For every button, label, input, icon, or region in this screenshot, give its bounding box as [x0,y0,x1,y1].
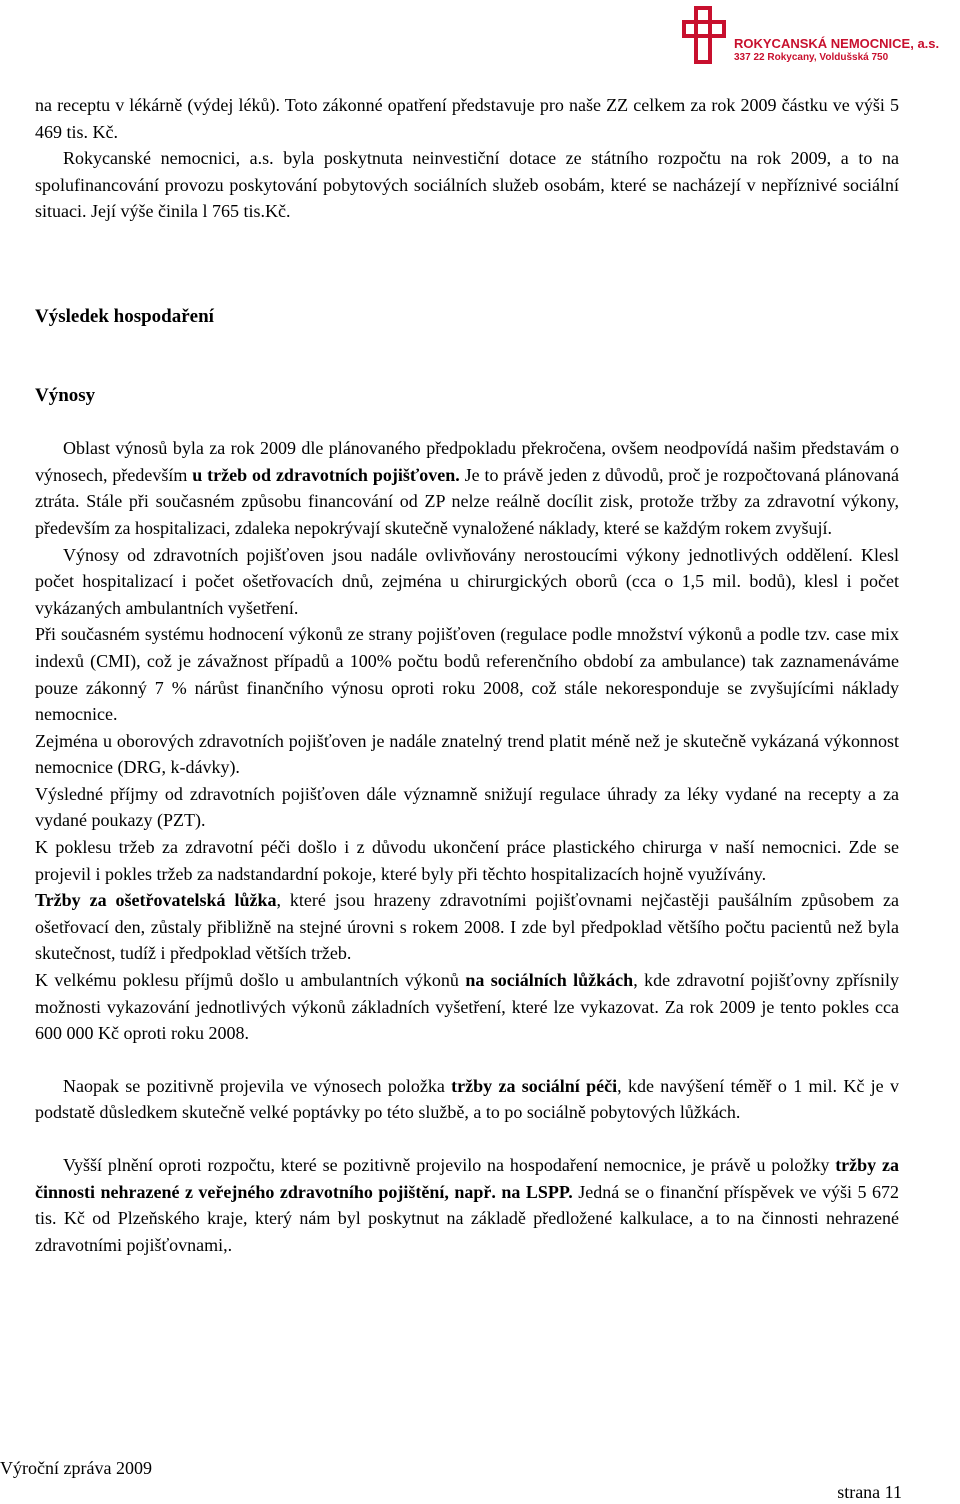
logo-hospital-name: ROKYCANSKÁ NEMOCNICE, a.s. [734,36,940,51]
paragraph-text: , kde zdravotní pojišťovny zpřísnily možnosti vykazování jednotlivých výkonů základních vyšetření, které lze vykazovat. Za rok 2009 je tento pokles cca 600 000 Kč oproti roku 2008. [35,970,900,1044]
paragraph [35,967,899,1047]
paragraph: Zejména u oborových zdravotních pojišťoven je nadále znatelný trend platit méně než je skutečně vykázaná výkonnost nemocnice (DRG, k-dávky). [35,730,899,778]
paragraph-text: K velkému poklesu příjmů došlo u ambulantních výkonů [35,970,459,991]
paragraph-text: Naopak se pozitivně projevila ve výnosech položka [63,1075,445,1096]
bold-text: tržby za činnosti nehrazené z veřejného zdravotního pojištění, např. na LSPP. [35,1155,899,1202]
paragraph-text: Jedná se o finanční příspěvek ve výši 5 672 tis. Kč od Plzeňského kraje, který nám byl poskytnut na základě předložené kalkulace, a to na činnosti nehrazené zdravotními pojišťovnami,. [35,1181,899,1255]
page-number: strana 11 [837,1482,902,1502]
paragraph: Výsledné příjmy od zdravotních pojišťoven dále významně snižují regulace úhrady za léky vydané na recepty a za vydané poukazy (PZT). [35,783,899,831]
bold-text: na sociálních lůžkách [465,970,634,991]
paragraph [35,145,899,225]
logo-hospital-address: 337 22 Rokycany, Voldušská 750 [734,52,889,63]
paragraph [35,887,899,967]
paragraph-text: Stále při současném způsobu financování od ZP nelze reálně docílit zisk, protože tržby za zdravotní výkony, především za hospitalizaci, zdaleka nepokrývají skutečně vynaložené náklady, které se každým rokem zvyšují. [35,491,899,538]
paragraph [35,1073,899,1126]
paragraph: K poklesu tržeb za zdravotní péči došlo i z důvodu ukončení práce plastického chirurga v naší nemocnici. Zde se projevil i pokles tržeb za nadstandardní pokoje, které byly při těchto hospitalizacích hojně využívány. [35,837,899,884]
paragraph-text: Je to právě jeden z důvodů, proč je rozpočtovaná plánovaná ztráta. [35,464,899,512]
paragraph-text: Klesl počet hospitalizací i počet ošetřovacích dnů, zejména u chirurgických oborů (cca o 1,5 mil. bodů), klesl i počet vykázaných ambulantních vyšetření. [35,544,899,618]
hospital-logo [682,6,954,64]
paragraph [35,542,899,622]
paragraph: na receptu v lékárně (výdej léků). Toto zákonné opatření představuje pro naše ZZ celkem za rok 2009 částku ve výši 5 469 tis. Kč. [35,95,899,142]
paragraph: Při současném systému hodnocení výkonů ze strany pojišťoven (regulace podle množství výkonů a podle tzv. case mix indexů (CMI), což je závažnost případů a 100% počtu bodů referenčního období za ambulance) tak zaznamenáváme pouze zákonný 7 % nárůst finančního výnosu oproti roku 2008, což stále nekoresponduje se zvyšujícími náklady nemocnice. [35,624,899,725]
paragraph-text: Výnosy od zdravotních pojišťoven jsou nadále ovlivňovány nerostoucími výkony jednotlivých oddělení. [63,544,853,565]
bold-text: Tržby za ošetřovatelská lůžka [35,890,277,911]
document-body [35,92,899,1258]
bold-text: u tržeb od zdravotních pojišťoven. [192,464,460,485]
paragraph-text: Oblast výnosů byla za rok 2009 dle plánovaného předpokladu překročena, ovšem neodpovídá našim představám o výnosech, především [35,438,899,485]
red-cross-icon [682,6,726,64]
paragraph-text: Vyšší plnění oproti rozpočtu, které se pozitivně projevilo na hospodaření nemocnice, je právě u položky [63,1155,830,1175]
footer-report-title: Výroční zpráva 2009 [0,1458,152,1478]
paragraph-text: Rokycanské nemocnici, a.s. byla poskytnuta neinvestiční dotace ze státního rozpočtu na rok 2009, a to na spolufinancování provozu poskytování pobytových sociálních služeb osobám, které se nacházejí v nepříznivé sociální situaci. [35,148,899,222]
paragraph [35,435,899,541]
paragraph-text: , které jsou hrazeny zdravotními pojišťovnami nejčastěji paušálním způsobem za ošetřovací den, zůstaly přibližně na stejné úrovni s rokem 2008. I zde byl předpoklad většího počtu pacientů než byla skutečnost, tudíž i předpoklad větších tržeb. [35,890,900,964]
paragraph [35,1152,899,1258]
subsidy-amount: Její výše činila l 765 tis.Kč. [91,201,291,222]
paragraph-text: , kde navýšení téměř o 1 mil. Kč je v podstatě důsledkem skutečně velké poptávky po této službě, a to po sociálně pobytových lůžkách. [35,1075,899,1123]
section-heading: Výsledek hospodaření [35,305,214,327]
bold-text: tržby za sociální péči [451,1075,618,1096]
subsection-heading: Výnosy [35,384,96,406]
